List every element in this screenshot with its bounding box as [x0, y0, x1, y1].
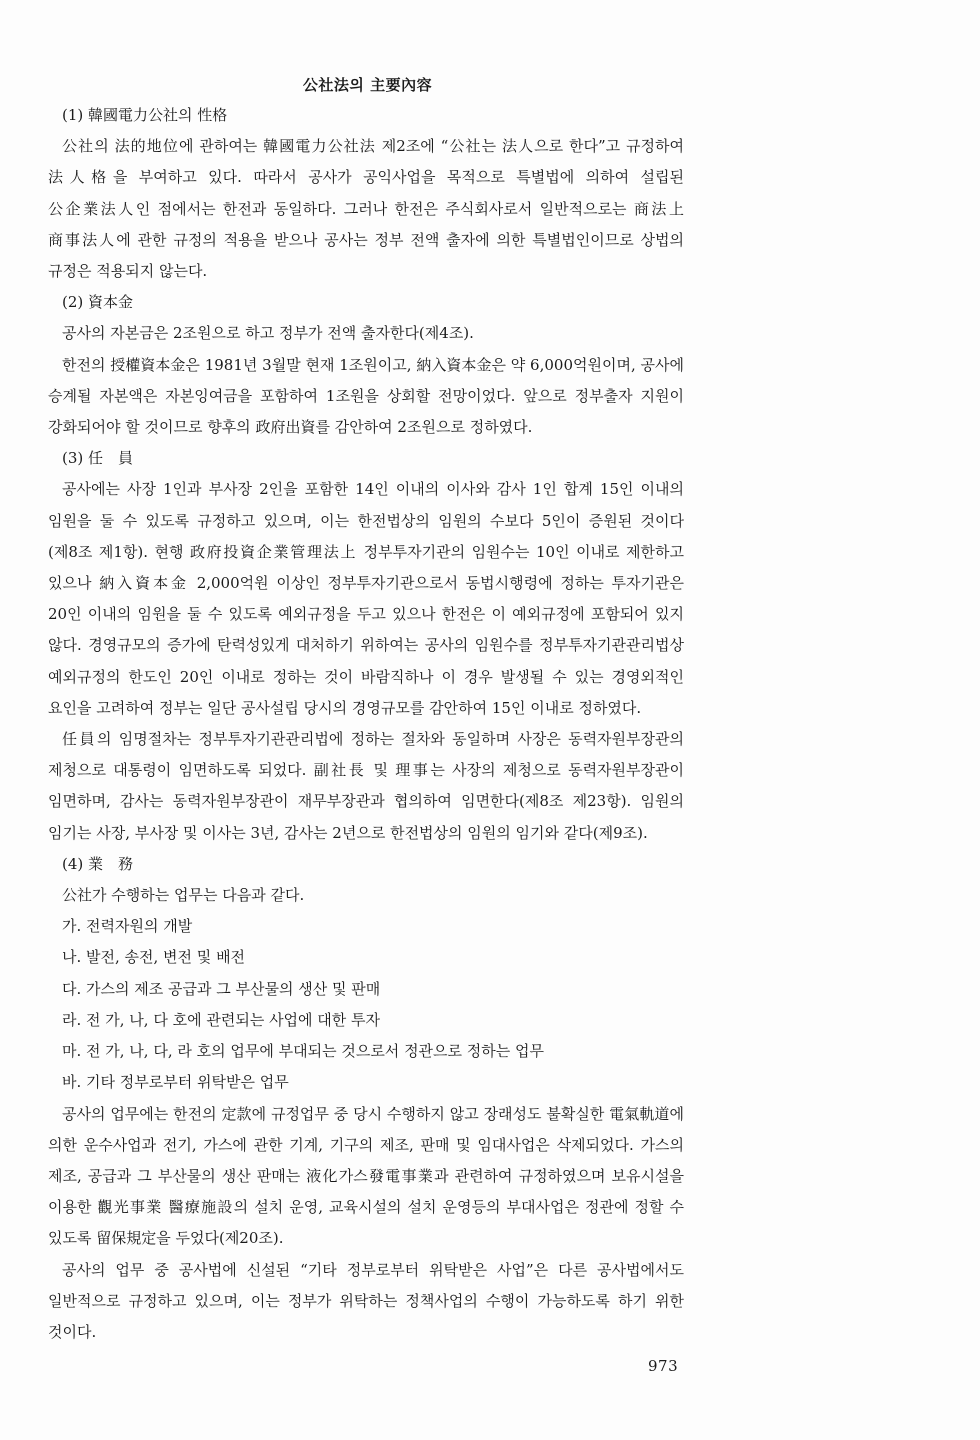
paragraph-business-scope: 공사의 업무에는 한전의 定款에 규정업무 중 당시 수행하지 않고 장래성도 불확실한 電氣軌道에 의한 운수사업과 전기, 가스에 관한 기계, 기구의 제조, 판매 및 임대사업은 삭제되었다. 가스의 제조, 공급과 그 부산물의 생산 판매는 液化가스發電事業과 관련하여 규정하였으며 보유시설을 이용한 觀光事業 醫療施設의 설치 운영, 교육시설의 설치 운영등의 부대사업은 정관에 정할 수 있도록 留保規定을 두었다(제20조).	[48, 1104, 684, 1248]
section-heading-officers: (3) 任 員	[62, 449, 134, 468]
business-item: 라. 전 가, 나, 다 호에 관련되는 사업에 대한 투자	[62, 1010, 381, 1029]
section-heading-business: (4) 業 務	[62, 854, 134, 873]
business-item: 나. 발전, 송전, 변전 및 배전	[62, 948, 246, 967]
business-item: 다. 가스의 제조 공급과 그 부산물의 생산 및 판매	[62, 979, 381, 998]
business-intro: 公社가 수행하는 업무는 다음과 같다.	[62, 886, 305, 905]
paragraph-officer-count: 공사에는 사장 1인과 부사장 2인을 포함한 14인 이내의 이사와 감사 1인 합계 15인 이내의 임원을 둘 수 있도록 규정하고 있으며, 이는 한전법상의 임원의 수보다 5인이 증원된 것이다(제8조 제1항). 현행 政府投資企業管理法上 정부투자기관의 임원수는 10인 이내로 제한하고 있으나 納入資本金 2,000억원 이상인 정부투자기관으로서 동법시행령에 정하는 투자기관은 20인 이내의 임원을 둘 수 있도록 예외규정을 두고 있으나 한전은 이 예외규정에 포함되어 있지 않다. 경영규모의 증가에 탄력성있게 대처하기 위하여는 공사의 임원수를 정부투자기관관리법상 예외규정의 한도인 20인 이내로 정하는 것이 바람직하나 이 경우 발생될 수 있는 경영외적인 요인을 고려하여 정부는 일단 공사설립 당시의 경영규모를 감안하여 15인 이내로 정하였다.	[48, 480, 684, 717]
paragraph-entrusted-business: 공사의 업무 중 공사법에 신설된 “기타 정부로부터 위탁받은 사업”은 다른 공사법에서도 일반적으로 규정하고 있으며, 이는 정부가 위탁하는 정책사업의 수행이 가능하도록 하기 위한 것이다.	[48, 1260, 684, 1341]
business-item: 마. 전 가, 나, 다, 라 호의 업무에 부대되는 것으로서 정관으로 정하는 업무	[62, 1042, 545, 1061]
page-number: 973	[648, 1357, 679, 1375]
paragraph-legal-status: 公社의 法的地位에 관하여는 韓國電力公社法 제2조에 “公社는 法人으로 한다”고 규정하여 法人格을 부여하고 있다. 따라서 공사가 공익사업을 목적으로 특별법에 의하여 설립된 公企業法人인 점에서는 한전과 동일하다. 그러나 한전은 주식회사로서 일반적으로는 商法上 商事法人에 관한 규정의 적용을 받으나 공사는 정부 전액 출자에 의한 특별법인이므로 상법의 규정은 적용되지 않는다.	[48, 137, 684, 281]
paragraph-capital-amount: 공사의 자본금은 2조원으로 하고 정부가 전액 출자한다(제4조).	[62, 324, 474, 343]
document-body	[48, 100, 684, 1348]
section-heading-character: (1) 韓國電力公社의 性格	[62, 106, 228, 124]
document-title: 公社法의 主要內容	[302, 76, 433, 94]
paragraph-capital-details: 한전의 授權資本金은 1981년 3월말 현재 1조원이고, 納入資本金은 약 6,000억원이며, 공사에 승계될 자본액은 자본잉여금을 포함하여 1조원을 상회할 전망이었다. 앞으로 정부출자 지원이 강화되어야 할 것이므로 향후의 政府出資를 감안하여 2조원으로 정하였다.	[48, 355, 684, 437]
business-item: 가. 전력자원의 개발	[62, 917, 193, 936]
business-item: 바. 기타 정부로부터 위탁받은 업무	[62, 1073, 289, 1092]
paragraph-officer-appointment: 任員의 임명절차는 정부투자기관관리법에 정하는 절차와 동일하며 사장은 동력자원부장관의 제청으로 대통령이 임면하도록 되었다. 副社長 및 理事는 사장의 제청으로 동력자원부장관이 임면하며, 감사는 동력자원부장관이 재무부장관과 협의하여 임면한다(제8조 제23항). 임원의 임기는 사장, 부사장 및 이사는 3년, 감사는 2년으로 한전법상의 임원의 임기와 같다(제9조).	[48, 730, 684, 842]
section-heading-capital: (2) 資本金	[62, 293, 134, 312]
